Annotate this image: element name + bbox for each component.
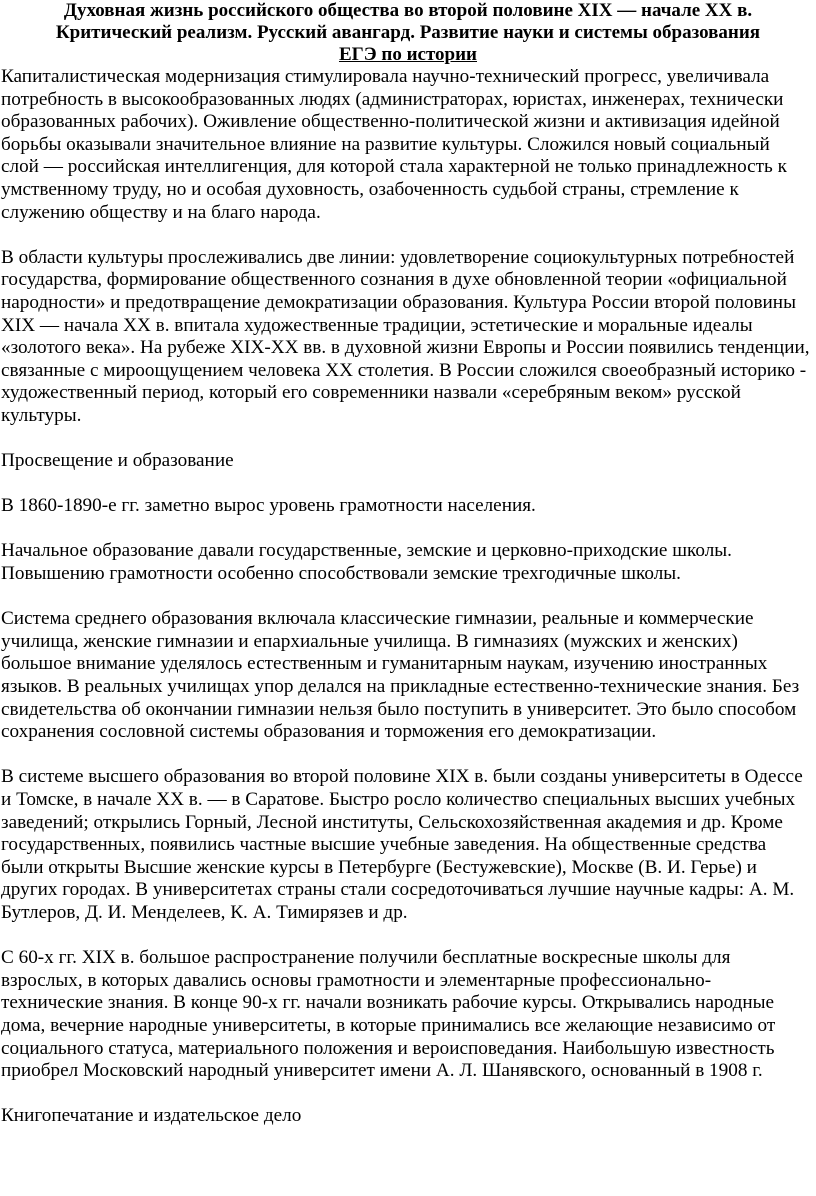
paragraph-primary-education: Начальное образование давали государственные, земские и церковно-приходские школы. Повышению грамотности особенно способствовали земские трехгодичные школы. (1, 540, 732, 585)
paragraph-secondary-education: Система среднего образования включала классические гимназии, реальные и коммерческие училища, женские гимназии и епархиальные училища. В гимназиях (мужских и женских) большое внимание уделялось естественным и гуманитарным наукам, изучению иностранных языков. В реальных училищах упор делался на прикладные естественно-технические знания. Без свидетельства об окончании гимназии нельзя было поступить в университет. Это было способом сохранения сословной системы образования и торможения его демократизации. (1, 608, 800, 743)
section-heading-education: Просвещение и образование (1, 450, 234, 472)
title-line-2: Критический реализм. Русский авангард. Развитие науки и системы образования (55, 22, 761, 43)
document-body (0, 66, 816, 1128)
title-line-1: Духовная жизнь российского общества во второй половине XIX — начале XX в. (63, 0, 753, 21)
paragraph-higher-education: В системе высшего образования во второй половине XIX в. были созданы университеты в Одессе и Томске, в начале XX в. — в Саратове. Быстро росло количество специальных высших учебных заведений; открылись Горный, Лесной институты, Сельскохозяйственная академия и др. Кроме государственных, появились частные высшие учебные заведения. На общественные средства были открыты Высшие женские курсы в Петербурге (Бестужевские), Москве (В. И. Герье) и других городах. В университетах страны стали сосредоточиваться лучшие научные кадры: А. М. Бутлеров, Д. И. Менделеев, К. А. Тимирязев и др. (1, 766, 803, 923)
paragraph-adult-education: С 60-х гг. XIX в. большое распространение получили бесплатные воскресные школы для взрослых, в которых давались основы грамотности и элементарные профессионально-технические знания. В конце 90-х гг. начали возникать рабочие курсы. Открывались народные дома, вечерние народные университеты, в которые принимались все желающие независимо от социального статуса, материального положения и вероисповедания. Наибольшую известность приобрел Московский народный университет имени А. Л. Шанявского, основанный в 1908 г. (1, 947, 776, 1082)
paragraph-culture-lines: В области культуры прослеживались две линии: удовлетворение социокультурных потребностей государства, формирование общественного сознания в духе обновленной теории «официальной народности» и предотвращение демократизации образования. Культура России второй половины XIX — начала XX в. впитала художественные традиции, эстетические и моральные идеалы «золотого века». На рубеже XIX-XX вв. в духовной жизни Европы и России появились тенденции, связанные с мироощущением человека XX столетия. В России сложился своеобразный историко - художественный период, который его современники назвали «серебряным веком» русской культуры. (1, 246, 810, 426)
document-title (0, 0, 816, 66)
section-heading-printing: Книгопечатание и издательское дело (1, 1105, 302, 1127)
paragraph-intro: Капиталистическая модернизация стимулировала научно-технический прогресс, увеличивала потребность в высокообразованных людях (администраторах, юристах, инженерах, технически образованных рабочих). Оживление общественно-политической жизни и активизация идейной борьбы оказывали значительное влияние на развитие культуры. Сложился новый социальный слой — российская интеллигенция, для которой стала характерной не только принадлежность к умственному труду, но и особая духовность, озабоченность судьбой страны, стремление к служению обществу и на благо народа. (1, 66, 787, 223)
paragraph-literacy: В 1860-1890-е гг. заметно вырос уровень грамотности населения. (1, 495, 536, 517)
title-line-3: ЕГЭ по истории (338, 44, 478, 65)
